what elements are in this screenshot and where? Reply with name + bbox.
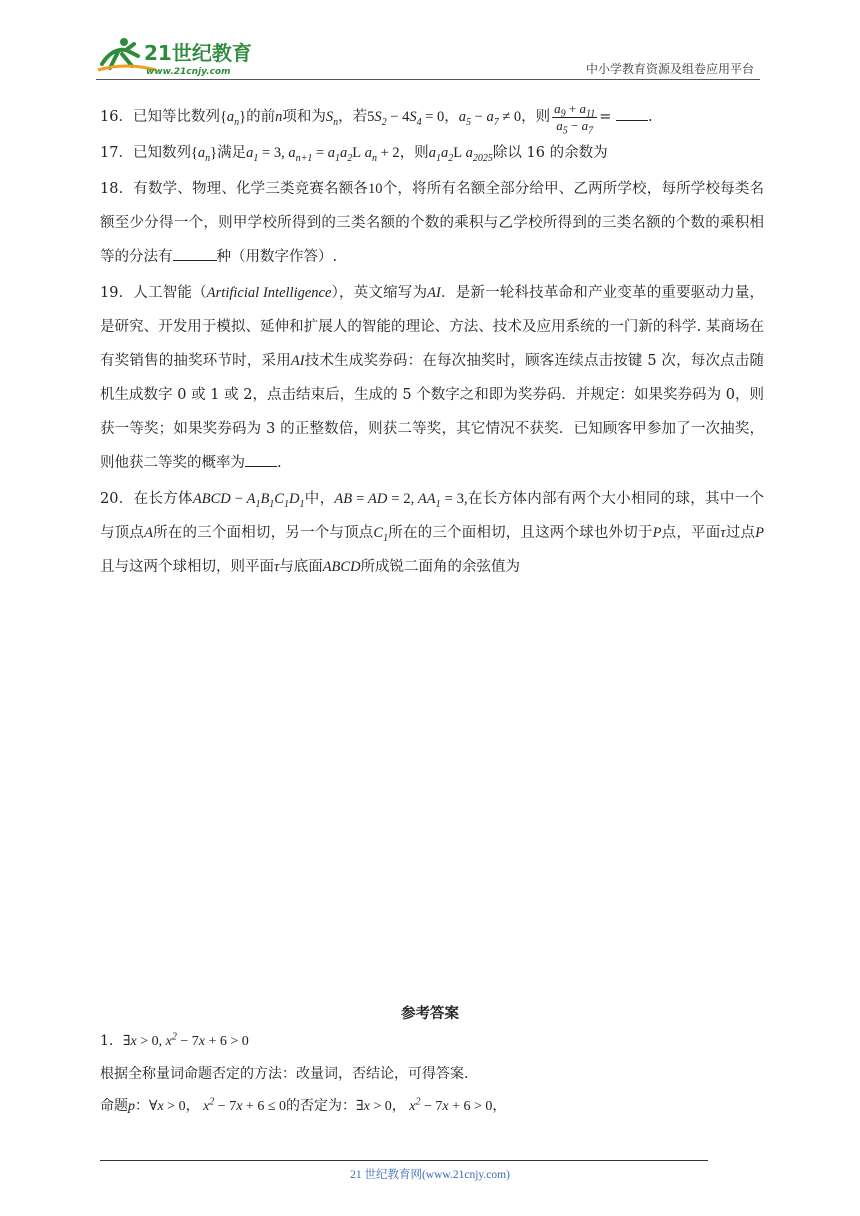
question-16: 16．已知等比数列$\{a_n\}$的前n项和为$S_n$，若$5S_2 - 4S_4 = 0$，$a_5 - a_7 \ne 0$，则 $\frac{a_9 + a_{11}}{a_5 - a_7}$ = .: [100, 100, 653, 137]
text: 且与这两个球相切，则平面: [100, 559, 274, 575]
text: 有数学、物理、化学三类竞赛名额各: [133, 181, 369, 197]
text: 点，平面: [661, 525, 721, 541]
text: 在长方体: [133, 491, 193, 507]
formula: $a_5 - a_7 \ne 0$: [458, 109, 522, 128]
formula: τ: [274, 559, 280, 575]
question-17: [100, 136, 764, 170]
formula: $S_n$: [325, 109, 339, 128]
logo-url: www.21cnjy.com: [146, 67, 231, 77]
text: 满足: [217, 145, 247, 161]
logo-text: 21世纪教育: [144, 41, 252, 65]
answer-section: [100, 1025, 764, 1123]
platform-title: 中小学教育资源及组卷应用平台: [585, 62, 754, 76]
text: .: [277, 455, 282, 471]
answer-blank: [616, 106, 648, 121]
text: 技术生成奖券码：在每次抽奖时，顾客连续点击按键 5 次，每次点击随机生成数字 0 或 1 或 2，点击结束后，生成的 5 个数字之和即为奖券码．并规定：如果奖券码为 0，则获一等奖；如果奖券码为 3 的正整数倍，则获二等奖，其它情况不获奖．已知顾客甲参加了一次抽奖，则他获二等奖的概率为: [100, 353, 764, 471]
question-20: [100, 482, 764, 584]
footer-link[interactable]: 21 世纪教育网(www.21cnjy.com): [350, 1169, 510, 1181]
question-18: [100, 172, 764, 274]
text: 在长方体内部有两个大小相同的球，其中一个与顶点: [100, 491, 765, 541]
question-list: [100, 100, 764, 584]
answer-blank: [245, 452, 277, 467]
text: 已知数列: [132, 145, 191, 161]
question-19: [100, 276, 764, 480]
formula: $\{a_n\}$: [190, 145, 218, 164]
text: 所在的三个面相切，另一个与顶点: [152, 525, 374, 541]
question-number: 18．: [100, 181, 134, 197]
text: ，则: [399, 145, 429, 161]
question-number: 19．: [100, 285, 134, 301]
site-logo: [96, 34, 266, 78]
formula: AB = AD = 2, $AA_1 = 3$,: [334, 491, 468, 510]
footer-divider: [100, 1160, 708, 1161]
formula: n: [275, 109, 283, 125]
question-number: 17．: [100, 145, 133, 161]
answer-1: [100, 1025, 764, 1058]
text: 与底面: [279, 559, 323, 575]
formula: P: [652, 525, 662, 541]
formula: τ: [720, 525, 726, 541]
text: 中，: [304, 491, 335, 507]
formula: 10: [368, 181, 383, 197]
header-divider: [96, 79, 760, 80]
text: 除以 16 的余数为: [492, 145, 608, 161]
formula: ABCD: [322, 559, 361, 575]
formula: ABCD − $A_1B_1C_1D_1$: [192, 491, 305, 510]
text: 所在的三个面相切，且这两个球也外切于: [388, 525, 653, 541]
text: ），英文缩写为: [331, 285, 428, 301]
text: 种（用数字作答）.: [216, 249, 338, 265]
text: 所成锐二面角的余弦值为: [360, 559, 521, 575]
text: 的前: [246, 109, 276, 125]
page-header: [96, 34, 760, 82]
text: ，: [444, 109, 459, 125]
formula: ∃x > 0， $x^2 - 7x + 6 > 0$，: [356, 1096, 507, 1114]
formula: $a_1 = 3$, $a_{n+1} = a_1a_2L$ $a_n + 2$: [246, 145, 400, 164]
text: 人工智能（: [133, 285, 207, 301]
text: 项和为: [282, 109, 326, 125]
text: 已知等比数列: [132, 109, 220, 125]
text: ，则: [521, 109, 551, 125]
formula: p: [128, 1099, 135, 1114]
text: 的否定为：: [286, 1098, 357, 1114]
formula: AI: [290, 353, 305, 369]
question-number: 20．: [100, 491, 134, 507]
text: ：: [135, 1098, 149, 1114]
text: Artificial Intelligence: [206, 285, 332, 301]
formula: P: [755, 525, 765, 541]
text: 命题: [100, 1098, 128, 1114]
formula: $5S_2 - 4S_4 = 0$: [367, 109, 445, 128]
text: ．是新一轮科技革命和产业变革的重要驱动力量，是研究、开发用于模拟、延伸和扩展人的智能的理论、方法、技术及应用系统的一门新的科学. 某商场在有奖销售的抽奖环节时，采用: [100, 285, 765, 369]
formula: A: [144, 525, 153, 541]
formula: AI: [427, 285, 441, 301]
fraction: $\frac{a_9 + a_{11}}{a_5 - a_7}$: [554, 100, 596, 137]
formula: $C_1$: [373, 525, 389, 544]
answer-blank: [173, 246, 217, 261]
formula: $a_1a_2L$ $a_{2025}$: [428, 145, 493, 164]
answer-number: 1．: [100, 1033, 123, 1049]
formula: ∃x > 0, $x^2 - 7x + 6 > 0$: [122, 1031, 249, 1049]
answer-1-explanation: 根据全称量词命题否定的方法：改量词，否结论，可得答案.: [100, 1066, 469, 1082]
text: 个，将所有名额全部分给甲、乙两所学校，每所学校每类名额至少分得一个，则甲学校所得到的三类名额的个数的乘积与乙学校所得到的三类名额的个数的乘积相等的分法有: [100, 181, 765, 265]
answer-1-detail: [100, 1090, 764, 1123]
question-number: 16．: [100, 109, 133, 125]
text: 过点: [725, 525, 756, 541]
answer-section-title: 参考答案: [401, 1006, 459, 1022]
formula: ∀x > 0， $x^2 - 7x + 6 \le 0$: [149, 1096, 287, 1114]
text: ，若: [338, 109, 368, 125]
formula: $\{a_n\}$: [219, 109, 247, 128]
text: .: [648, 109, 653, 125]
